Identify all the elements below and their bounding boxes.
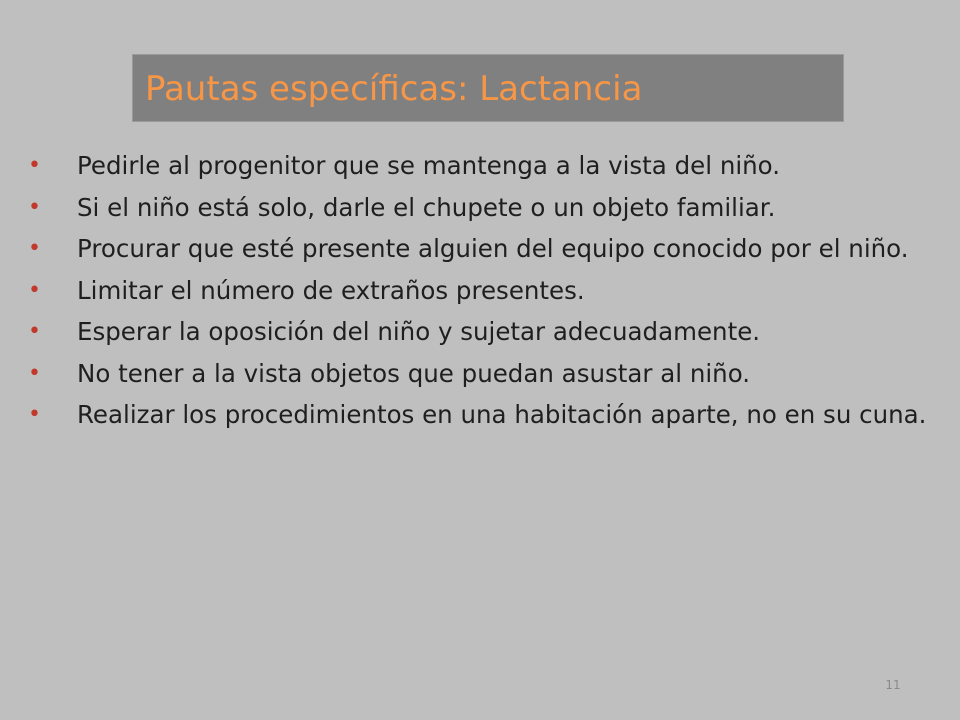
slide-number: 11	[885, 678, 901, 692]
bullet-item	[28, 356, 928, 393]
bullet-text: Si el niño está solo, darle el chupete o un objeto familiar.	[77, 192, 776, 222]
bullet-dot-icon: •	[28, 319, 41, 344]
bullet-item	[28, 148, 928, 185]
bullet-list	[28, 148, 928, 439]
bullet-text: Pedirle al progenitor que se mantenga a la vista del niño.	[77, 151, 781, 180]
bullet-dot-icon: •	[28, 360, 41, 386]
bullet-dot-icon: •	[28, 153, 41, 178]
bullet-text: Limitar el número de extraños presentes.	[77, 275, 585, 305]
bullet-dot-icon: •	[28, 402, 41, 427]
bullet-item	[28, 314, 928, 351]
bullet-dot-icon: •	[28, 277, 41, 303]
bullet-item	[28, 231, 928, 268]
bullet-dot-icon: •	[28, 236, 41, 261]
bullet-item	[28, 273, 928, 310]
bullet-text: No tener a la vista objetos que puedan asustar al niño.	[77, 358, 751, 388]
bullet-text: Procurar que esté presente alguien del equipo conocido por el niño.	[77, 234, 909, 263]
slide-title: Pautas específicas: Lactancia	[145, 69, 643, 109]
bullet-item	[28, 397, 928, 434]
bullet-item	[28, 190, 928, 227]
bullet-text: Realizar los procedimientos en una habitación aparte, no en su cuna.	[77, 400, 927, 429]
title-box	[132, 54, 844, 122]
bullet-text: Esperar la oposición del niño y sujetar adecuadamente.	[77, 317, 761, 346]
bullet-dot-icon: •	[28, 194, 41, 220]
